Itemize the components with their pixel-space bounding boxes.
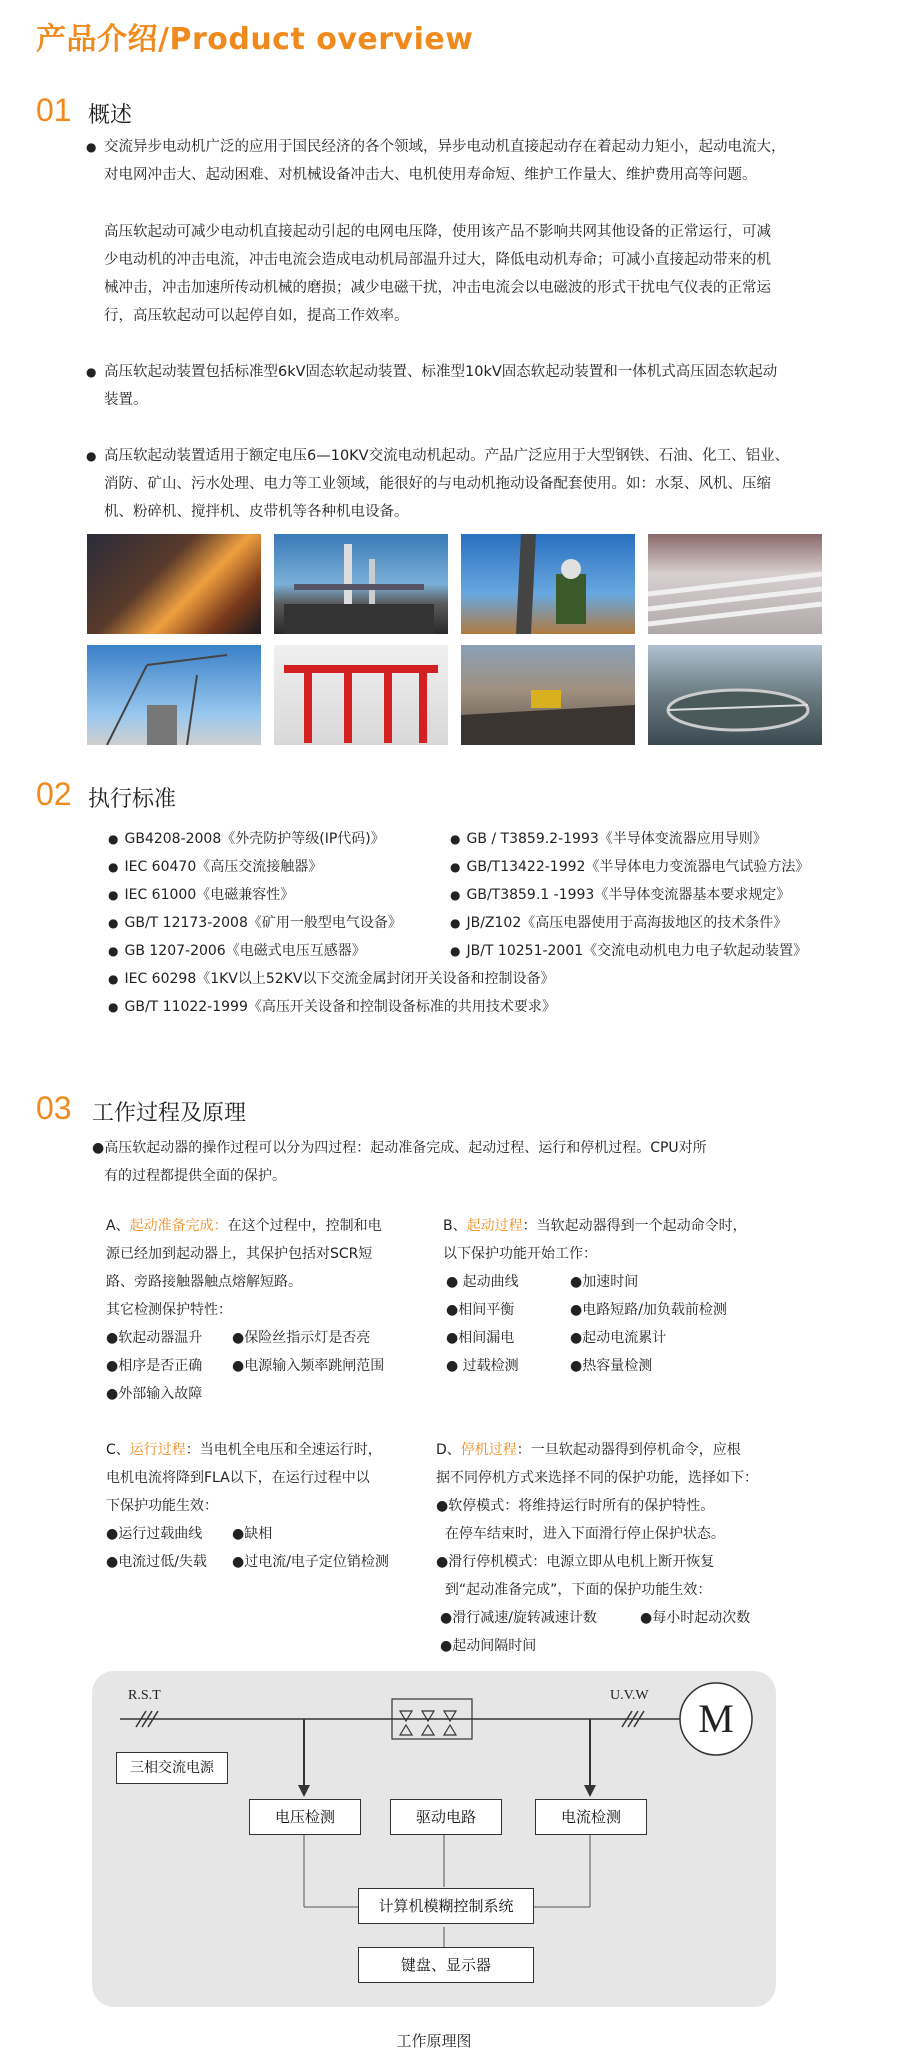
standard-item: ● GB/T 12173-2008《矿用一般型电气设备》 — [108, 915, 402, 931]
section-title: 工作过程及原理 — [92, 1101, 247, 1126]
standard-item: ● GB / T3859.2-1993《半导体变流器应用导则》 — [450, 831, 767, 847]
section-number: 03 — [36, 1090, 72, 1126]
check-item: ●过电流/电子定位销检测 — [232, 1554, 389, 1570]
standard-item: ● IEC 60298《1KV以上52KV以下交流金属封闭开关设备和控制设备》 — [108, 971, 555, 987]
keyboard-display-box: 键盘、显示器 — [358, 1947, 534, 1983]
check-item: ●电路短路/加负载前检测 — [570, 1302, 727, 1318]
check-item: ●相间漏电 — [446, 1330, 515, 1346]
check-item: ●起动间隔时间 — [440, 1638, 537, 1654]
check-item: ●运行过载曲线 — [106, 1526, 203, 1542]
check-item: ●电流过低/失载 — [106, 1554, 207, 1570]
steel-mill-photo — [87, 534, 261, 634]
standard-item: ● GB/T3859.1 -1993《半导体变流器基本要求规定》 — [450, 887, 791, 903]
section-title: 概述 — [88, 103, 133, 128]
voltage-detection-box: 电压检测 — [249, 1799, 361, 1835]
overview-paragraph-4: ● 高压软起动装置适用于额定电压6—10KV交流电动机起动。产品广泛应用于大型钢铁、石油、化工、铝业、 消防、矿山、污水处理、电力等工业领域，能很好的与电动机拖动设备配套使用。如：水泵、风机、压缩 机、粉碎机、搅拌机、皮带机等各种机电设备。 — [86, 442, 866, 526]
section-number: 01 — [36, 92, 72, 128]
aluminium-plant-photo — [648, 534, 822, 634]
process-d: D、停机过程：一旦软起动器得到停机命令，应根 据不同停机方式来选择不同的保护功能，选择如下： ●软停模式：将维持运行时所有的保护特性。 在停车结束时，进入下面滑行停止保护状态。 ●滑行停机模式：电源立即从电机上断开恢复 到“起动准备完成”，下面的保护功能生效： — [436, 1442, 758, 1598]
standard-item: ● GB4208-2008《外壳防护等级(IP代码)》 — [108, 831, 385, 847]
standard-item: ● GB/T 11022-1999《高压开关设备和控制设备标准的共用技术要求》 — [108, 999, 556, 1015]
water-treatment-photo — [648, 645, 822, 745]
check-item: ●电源输入频率跳闸范围 — [232, 1358, 385, 1374]
check-item: ● 过载检测 — [446, 1358, 519, 1374]
check-item: ●软起动器温升 — [106, 1330, 203, 1346]
overview-paragraph-3: ● 高压软起动装置包括标准型6kV固态软起动装置、标准型10kV固态软起动装置和一体机式高压固态软起动 装置。 — [86, 358, 866, 414]
standard-item: ● JB/T 10251-2001《交流电动机电力电子软起动装置》 — [450, 943, 808, 959]
section-title: 执行标准 — [88, 787, 177, 812]
current-detection-box: 电流检测 — [535, 1799, 647, 1835]
check-item: ●外部输入故障 — [106, 1386, 203, 1402]
fuzzy-control-system-box: 计算机模糊控制系统 — [358, 1888, 534, 1924]
diagram-caption: 工作原理图 — [396, 2032, 472, 2050]
mining-photo — [461, 645, 635, 745]
check-item: ●相序是否正确 — [106, 1358, 203, 1374]
overview-paragraph-2: 高压软起动可减少电动机直接起动引起的电网电压降，使用该产品不影响共网其他设备的正常运行，可减 少电动机的冲击电流，冲击电流会造成电动机局部温升过大，降低电动机寿命；可减小直接起动带来的机 械冲击，冲击加速所传动机械的磨损；减少电磁干扰，冲击电流会以电磁波的形式干扰电气仪表的正常运 行，高压软起动可以起停自如，提高工作效率。 — [104, 224, 771, 324]
standard-item: ● GB 1207-2006《电磁式电压互感器》 — [108, 943, 366, 959]
section-number: 02 — [36, 776, 72, 812]
power-station-photo — [87, 645, 261, 745]
standard-item: ● IEC 60470《高压交流接触器》 — [108, 859, 323, 875]
check-item: ●每小时起动次数 — [640, 1610, 751, 1626]
output-terminals-label: U.V.W — [610, 1688, 649, 1703]
refinery-photo — [274, 534, 448, 634]
page-title: 产品介绍/Product overview — [36, 22, 474, 57]
fire-pump-room-photo — [274, 645, 448, 745]
input-terminals-label: R.S.T — [128, 1688, 161, 1703]
motor-symbol: M — [698, 1696, 734, 1741]
standard-item: ● GB/T13422-1992《半导体电力变流器电气试验方法》 — [450, 859, 810, 875]
standard-item: ● JB/Z102《高压电器使用于高海拔地区的技术条件》 — [450, 915, 788, 931]
check-item: ●加速时间 — [570, 1274, 639, 1290]
check-item: ●滑行减速/旋转减速计数 — [440, 1610, 597, 1626]
oil-worker-photo — [461, 534, 635, 634]
overview-paragraph-1: ● 交流异步电动机广泛的应用于国民经济的各个领域，异步电动机直接起动存在着起动力矩小，起动电流大， 对电网冲击大、起动困难、对机械设备冲击大、电机使用寿命短、维护工作量大、维护费用高等问题。 — [86, 133, 866, 189]
power-source-box: 三相交流电源 — [116, 1752, 228, 1784]
standard-item: ● IEC 61000《电磁兼容性》 — [108, 887, 295, 903]
check-item: ●起动电流累计 — [570, 1330, 667, 1346]
process-a: A、起动准备完成：在这个过程中，控制和电 源已经加到起动器上，其保护包括对SCR短 路、旁路接触器触点熔解短路。 其它检测保护特性： — [106, 1218, 382, 1318]
drive-circuit-box: 驱动电路 — [390, 1799, 502, 1835]
process-intro: ●高压软起动器的操作过程可以分为四过程：起动准备完成、起动过程、运行和停机过程。CPU对所 有的过程都提供全面的保护。 — [92, 1140, 707, 1184]
check-item: ●缺相 — [232, 1526, 273, 1542]
process-b: B、起动过程：当软起动器得到一个起动命令时， 以下保护功能开始工作： — [443, 1218, 747, 1262]
check-item: ●相间平衡 — [446, 1302, 515, 1318]
process-c: C、运行过程：当电机全电压和全速运行时， 电机电流将降到FLA以下，在运行过程中以 下保护功能生效： — [106, 1442, 382, 1514]
check-item: ● 起动曲线 — [446, 1274, 519, 1290]
check-item: ●热容量检测 — [570, 1358, 653, 1374]
check-item: ●保险丝指示灯是否亮 — [232, 1330, 371, 1346]
